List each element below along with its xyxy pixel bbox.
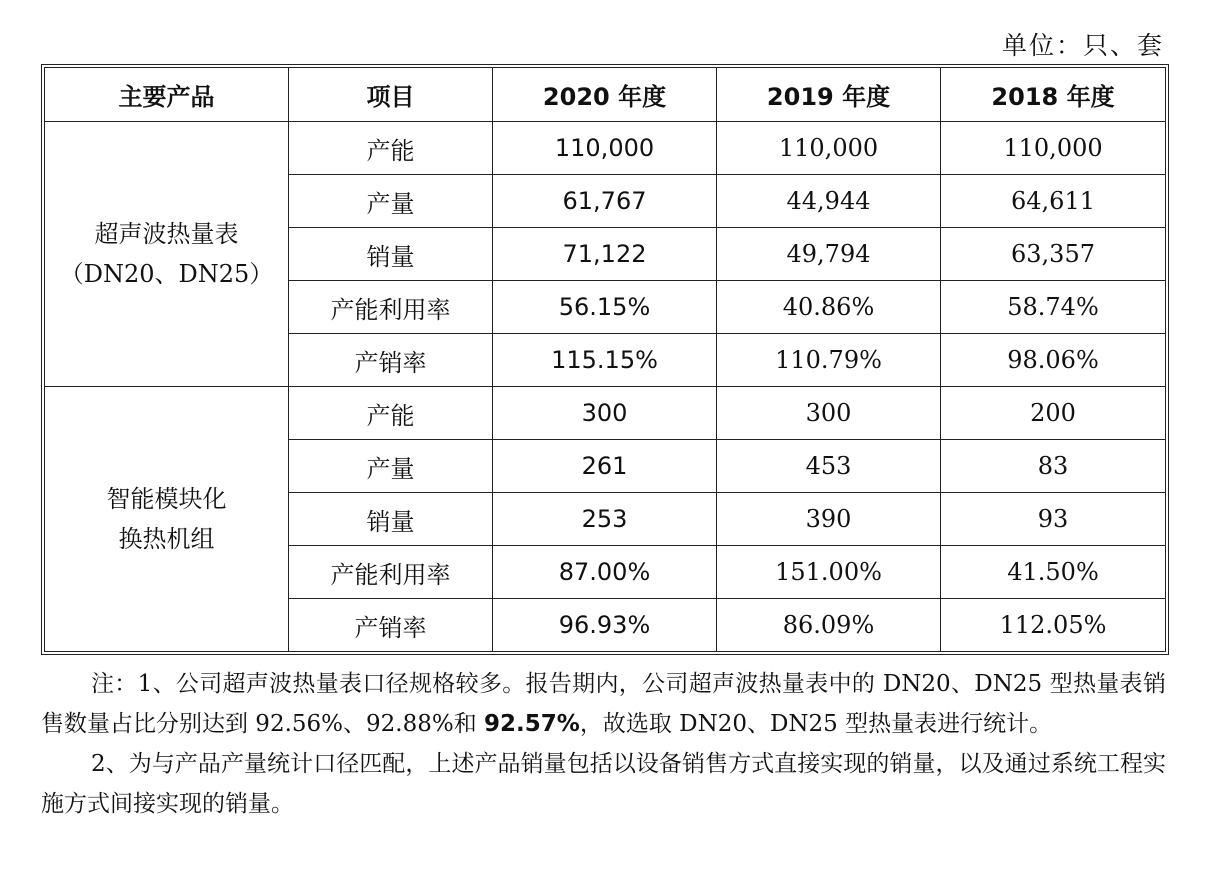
value-2019: 44,944 — [717, 175, 941, 228]
item-cell: 产销率 — [289, 599, 493, 651]
value-2020: 96.93% — [493, 599, 717, 651]
note-1-text-a: 注：1、公司超声波热量表口径规格较多。报告期内，公司超声波热量表中的 DN20、DN25 型热量表销售数量占比分别达到 92.56%、92.88%和 — [41, 671, 1166, 737]
item-cell: 产能利用率 — [289, 546, 493, 599]
value-2018: 58.74% — [941, 281, 1165, 334]
value-2020: 253 — [493, 493, 717, 546]
value-2018: 64,611 — [941, 175, 1165, 228]
header-2019: 2019 年度 — [717, 68, 941, 122]
value-2019: 40.86% — [717, 281, 941, 334]
item-cell: 产销率 — [289, 334, 493, 387]
value-2020: 261 — [493, 440, 717, 493]
header-2020: 2020 年度 — [493, 68, 717, 122]
header-2018: 2018 年度 — [941, 68, 1165, 122]
value-2019: 110,000 — [717, 122, 941, 175]
table-row — [45, 122, 1165, 175]
product-group-heat-exchanger — [45, 387, 289, 651]
value-2020: 56.15% — [493, 281, 717, 334]
value-2019: 300 — [717, 387, 941, 440]
value-2020: 300 — [493, 387, 717, 440]
header-main-product: 主要产品 — [45, 68, 289, 122]
note-2: 2、为与产品产量统计口径匹配，上述产品销量包括以设备销售方式直接实现的销量，以及通过系统工程实施方式间接实现的销量。 — [41, 751, 1166, 817]
product-name: 超声波热量表 — [94, 220, 239, 248]
item-cell: 产能利用率 — [289, 281, 493, 334]
product-spec: （DN20、DN25） — [59, 260, 274, 288]
item-cell: 产能 — [289, 122, 493, 175]
value-2020: 87.00% — [493, 546, 717, 599]
product-name-line2: 换热机组 — [118, 525, 215, 553]
table-row — [45, 387, 1165, 440]
value-2018: 41.50% — [941, 546, 1165, 599]
value-2019: 390 — [717, 493, 941, 546]
value-2018: 110,000 — [941, 122, 1165, 175]
unit-label: 单位：只、套 — [1001, 31, 1164, 60]
product-group-ultrasonic — [45, 122, 289, 387]
value-2019: 86.09% — [717, 599, 941, 651]
item-cell: 销量 — [289, 228, 493, 281]
value-2019: 110.79% — [717, 334, 941, 387]
header-row — [45, 68, 1165, 122]
value-2019: 453 — [717, 440, 941, 493]
value-2018: 200 — [941, 387, 1165, 440]
value-2018: 83 — [941, 440, 1165, 493]
value-2018: 98.06% — [941, 334, 1165, 387]
item-cell: 产能 — [289, 387, 493, 440]
value-2020: 71,122 — [493, 228, 717, 281]
value-2018: 93 — [941, 493, 1165, 546]
value-2019: 151.00% — [717, 546, 941, 599]
note-1-bold-value: 92.57% — [484, 711, 580, 737]
table-notes — [41, 664, 1166, 824]
value-2019: 49,794 — [717, 228, 941, 281]
note-1 — [41, 664, 1166, 744]
header-item: 项目 — [289, 68, 493, 122]
value-2020: 115.15% — [493, 334, 717, 387]
value-2018: 112.05% — [999, 611, 1107, 639]
value-2020: 61,767 — [493, 175, 717, 228]
note-1-text-b: ，故选取 DN20、DN25 型热量表进行统计。 — [579, 711, 1053, 737]
item-cell: 产量 — [289, 175, 493, 228]
item-cell: 销量 — [289, 493, 493, 546]
value-2018: 63,357 — [941, 228, 1165, 281]
item-cell: 产量 — [289, 440, 493, 493]
production-sales-table — [41, 64, 1169, 655]
product-name: 智能模块化 — [106, 485, 227, 513]
value-2020: 110,000 — [493, 122, 717, 175]
